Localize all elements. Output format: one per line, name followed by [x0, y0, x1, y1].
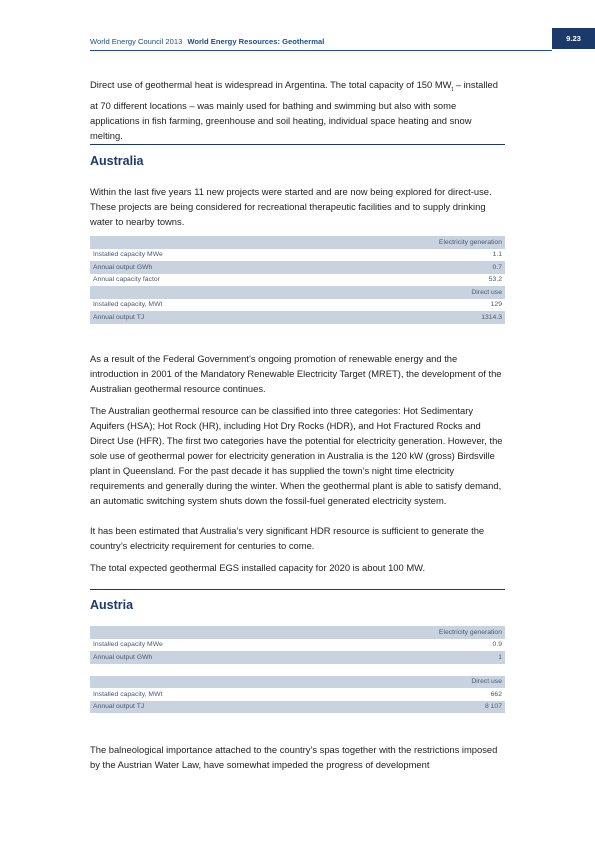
intro-text-after: – installed at 70 different locations – was mainly used for bathing and swimming but also with some applications in fish farming, greenhouse and soil heating, individual space heating and snow melting.: [90, 79, 498, 141]
table-header-row: [90, 626, 505, 639]
row-label: Installed capacity MWe: [90, 249, 397, 262]
austria-heading: Austria: [90, 598, 134, 612]
australia-paragraph-1: As a result of the Federal Government’s ongoing promotion of renewable energy and the introduction in 2001 of the Mandatory Renewable Electricity Target (MRET), the development of the Australian geothermal resource continues.: [90, 353, 502, 394]
header-title: World Energy Resources: Geothermal: [187, 37, 325, 46]
row-label: Annual output GWh: [90, 651, 408, 664]
row-value: 1314.3: [397, 311, 505, 324]
table-row: [90, 688, 505, 701]
row-label: Annual capacity factor: [90, 274, 397, 287]
table-row: [90, 274, 505, 287]
table-row: [90, 651, 505, 664]
australia-heading: Australia: [90, 154, 144, 168]
row-value: 1: [408, 651, 505, 664]
table-row: [90, 261, 505, 274]
austria-table: [90, 626, 505, 713]
intro-text-before: Direct use of geothermal heat is widespread in Argentina. The total capacity of 150 MW: [90, 79, 452, 90]
austria-rule: [90, 589, 505, 590]
row-value: 0.7: [397, 261, 505, 274]
row-value: 662: [408, 688, 505, 701]
table-row: [90, 311, 505, 324]
header-org: World Energy Council 2013: [90, 37, 183, 46]
table-row: [90, 639, 505, 652]
direct-use-header: Direct use: [90, 676, 505, 689]
electricity-header: Electricity generation: [90, 626, 505, 639]
australia-table: [90, 236, 505, 324]
table-row: [90, 701, 505, 714]
running-header: [90, 37, 324, 49]
row-label: Annual output TJ: [90, 701, 408, 714]
austria-paragraph: The balneological importance attached to the country’s spas together with the restrictions imposed by the Austrian Water Law, have somewhat impeded the progress of development: [90, 744, 498, 770]
intro-subscript: t: [451, 86, 454, 93]
row-label: Installed capacity MWe: [90, 639, 408, 652]
row-label: Installed capacity, MWt: [90, 299, 397, 312]
table-header-row: [90, 676, 505, 689]
header-rule: [90, 50, 552, 51]
row-label: Annual output TJ: [90, 311, 397, 324]
australia-rule: [90, 144, 505, 145]
row-label: Annual output GWh: [90, 261, 397, 274]
row-value: 0.9: [408, 639, 505, 652]
row-value: 129: [397, 299, 505, 312]
page-number: 9.23: [552, 28, 595, 49]
australia-paragraph-2: The Australian geothermal resource can be classified into three categories: Hot Sedimentary Aquifers (HSA); Hot Rock (HR), including Hot Dry Rocks (HDR), and Hot Fractured Rocks and Direct Use (HFR). The first two categories have the potential for electricity generation. However, the sole use of geothermal power for electricity generation in Australia is the 120 kW (gross) Birdsville plant in Queensland. For the past decade it has supplied the town’s night time electricity requirements and generally during the winter. When the geothermal plant is able to satisfy demand, an automatic switching system shuts down the fossil-fuel generated electricity system.: [90, 405, 503, 506]
australia-intro: Within the last five years 11 new projects were started and are now being explored for direct-use. These projects are being considered for recreational therapeutic facilities and to supply drinking water to nearby towns.: [90, 186, 492, 227]
direct-use-header: Direct use: [90, 286, 505, 299]
intro-paragraph: [90, 77, 505, 143]
row-label: Installed capacity, MWt: [90, 688, 408, 701]
table-spacer: [90, 664, 505, 676]
table-row: [90, 249, 505, 262]
table-header-row: [90, 236, 505, 249]
table-row: [90, 299, 505, 312]
table-header-row: [90, 286, 505, 299]
electricity-header: Electricity generation: [90, 236, 505, 249]
australia-paragraph-4: The total expected geothermal EGS installed capacity for 2020 is about 100 MW.: [90, 562, 426, 573]
row-value: 1.1: [397, 249, 505, 262]
row-value: 8 107: [408, 701, 505, 714]
australia-paragraph-3: It has been estimated that Australia’s very significant HDR resource is sufficient to generate the country’s electricity requirement for centuries to come.: [90, 525, 485, 551]
row-value: 53.2: [397, 274, 505, 287]
